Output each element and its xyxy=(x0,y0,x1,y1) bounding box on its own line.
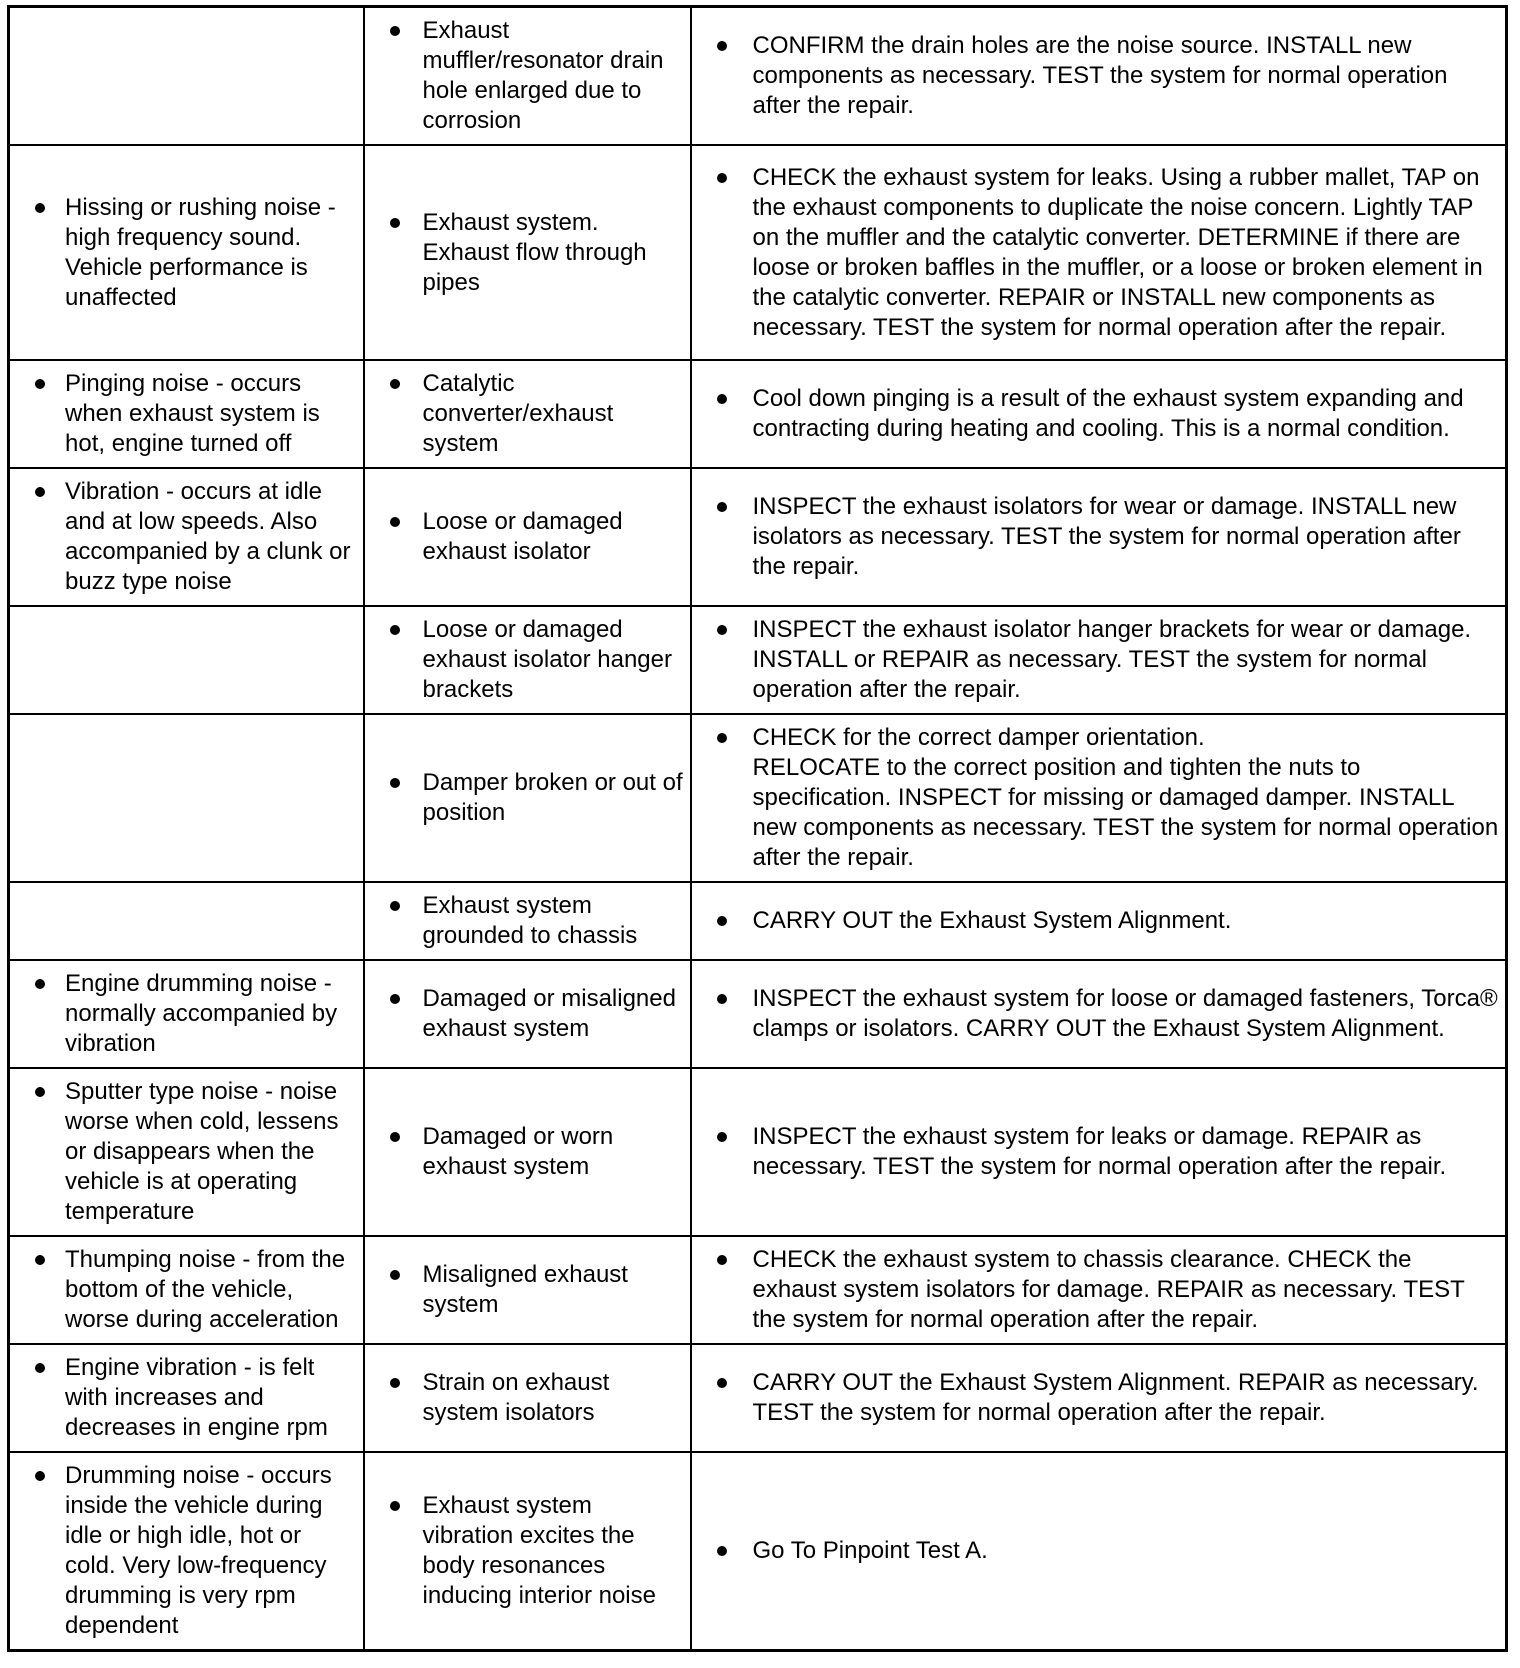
bullet-item xyxy=(692,31,1500,121)
source-cell xyxy=(364,1344,691,1452)
source-cell xyxy=(364,606,691,714)
symptom-cell xyxy=(9,1068,364,1236)
bullet-icon xyxy=(390,1501,400,1511)
bullet-icon xyxy=(35,1087,45,1097)
bullet-item xyxy=(692,1368,1500,1428)
bullet-item xyxy=(365,1368,684,1428)
bullet-item xyxy=(365,1491,684,1611)
table-row xyxy=(9,606,1507,714)
action-text: CHECK for the correct damper orientation. RELOCATE to the correct position and tighten the nuts to specification. INSPECT for missing or damaged damper. INSTALL new components as necessary. TEST the system for normal operation after the repair. xyxy=(752,724,1499,871)
source-text: Damper broken or out of position xyxy=(422,769,683,826)
table-row xyxy=(9,714,1507,882)
bullet-icon xyxy=(35,203,45,213)
bullet-icon xyxy=(717,733,727,743)
bullet-item xyxy=(692,1122,1500,1182)
bullet-item xyxy=(365,1122,684,1182)
source-cell xyxy=(364,1068,691,1236)
bullet-item xyxy=(692,723,1500,873)
bullet-icon xyxy=(390,994,400,1004)
symptom-cell xyxy=(9,606,364,714)
bullet-icon xyxy=(390,778,400,788)
bullet-item xyxy=(10,1245,357,1335)
table-row xyxy=(9,468,1507,606)
table-row xyxy=(9,7,1507,146)
action-cell xyxy=(691,882,1507,960)
symptom-cell xyxy=(9,468,364,606)
action-text: CARRY OUT the Exhaust System Alignment. REPAIR as necessary. TEST the system for normal operation after the repair. xyxy=(752,1369,1479,1426)
source-cell xyxy=(364,882,691,960)
bullet-icon xyxy=(390,218,400,228)
source-cell xyxy=(364,468,691,606)
action-cell xyxy=(691,714,1507,882)
bullet-item xyxy=(692,906,1500,936)
bullet-icon xyxy=(390,517,400,527)
bullet-icon xyxy=(717,502,727,512)
source-text: Loose or damaged exhaust isolator xyxy=(422,508,623,565)
bullet-item xyxy=(365,984,684,1044)
bullet-icon xyxy=(717,173,727,183)
bullet-icon xyxy=(717,41,727,51)
action-cell xyxy=(691,360,1507,468)
bullet-icon xyxy=(390,1132,400,1142)
bullet-item xyxy=(365,768,684,828)
action-text: CHECK the exhaust system to chassis clearance. CHECK the exhaust system isolators for damage. REPAIR as necessary. TEST the system for normal operation after the repair. xyxy=(752,1246,1465,1333)
bullet-item xyxy=(365,507,684,567)
bullet-icon xyxy=(390,1270,400,1280)
bullet-icon xyxy=(35,1255,45,1265)
action-text: INSPECT the exhaust system for leaks or damage. REPAIR as necessary. TEST the system for normal operation after the repair. xyxy=(752,1123,1447,1180)
symptom-cell xyxy=(9,714,364,882)
action-text: CONFIRM the drain holes are the noise source. INSTALL new components as necessary. TEST the system for normal operation after the repair. xyxy=(752,32,1448,119)
action-text: Go To Pinpoint Test A. xyxy=(752,1537,988,1564)
action-text: CHECK the exhaust system for leaks. Using a rubber mallet, TAP on the exhaust components to duplicate the noise concern. Lightly TAP on the muffler and the catalytic converter. DETERMINE if there are loose or broken baffles in the muffler, or a loose or broken element in the catalytic converter. REPAIR or INSTALL new components as necessary. TEST the system for normal operation after the repair. xyxy=(752,163,1483,341)
bullet-icon xyxy=(717,916,727,926)
action-cell xyxy=(691,1452,1507,1651)
bullet-icon xyxy=(717,994,727,1004)
table-body xyxy=(9,7,1507,1651)
bullet-icon xyxy=(390,901,400,911)
symptom-text: Hissing or rushing noise - high frequency sound. Vehicle performance is unaffected xyxy=(65,193,336,311)
action-cell xyxy=(691,960,1507,1068)
table-row xyxy=(9,1068,1507,1236)
bullet-icon xyxy=(717,1255,727,1265)
symptom-cell xyxy=(9,1344,364,1452)
table-row xyxy=(9,1452,1507,1651)
symptom-text: Drumming noise - occurs inside the vehicle during idle or high idle, hot or cold. Very low-frequency drumming is very rpm dependent xyxy=(65,1462,332,1639)
bullet-item xyxy=(10,1077,357,1227)
source-cell xyxy=(364,7,691,146)
symptom-cell xyxy=(9,7,364,146)
action-cell xyxy=(691,7,1507,146)
bullet-icon xyxy=(390,379,400,389)
bullet-icon xyxy=(390,1378,400,1388)
source-cell xyxy=(364,145,691,360)
bullet-item xyxy=(365,1260,684,1320)
source-text: Exhaust muffler/resonator drain hole enlarged due to corrosion xyxy=(422,17,664,134)
action-cell xyxy=(691,145,1507,360)
bullet-item xyxy=(692,1536,1500,1566)
bullet-icon xyxy=(717,1378,727,1388)
action-cell xyxy=(691,1236,1507,1344)
action-text: CARRY OUT the Exhaust System Alignment. xyxy=(752,907,1232,934)
bullet-item xyxy=(692,615,1500,705)
symptom-text: Engine vibration - is felt with increases and decreases in engine rpm xyxy=(65,1354,328,1441)
bullet-item xyxy=(692,163,1500,343)
action-cell xyxy=(691,1344,1507,1452)
symptom-chart-table xyxy=(7,5,1508,1652)
bullet-item xyxy=(10,477,357,597)
bullet-icon xyxy=(717,1132,727,1142)
table-row xyxy=(9,1236,1507,1344)
source-cell xyxy=(364,714,691,882)
action-cell xyxy=(691,468,1507,606)
bullet-item xyxy=(10,369,357,459)
symptom-text: Engine drumming noise - normally accompanied by vibration xyxy=(65,970,338,1057)
bullet-icon xyxy=(35,379,45,389)
symptom-cell xyxy=(9,145,364,360)
bullet-item xyxy=(365,16,684,136)
symptom-cell xyxy=(9,960,364,1068)
bullet-icon xyxy=(35,487,45,497)
action-cell xyxy=(691,1068,1507,1236)
symptom-text: Pinging noise - occurs when exhaust system is hot, engine turned off xyxy=(65,370,320,457)
bullet-icon xyxy=(390,625,400,635)
bullet-item xyxy=(365,208,684,298)
bullet-icon xyxy=(717,1546,727,1556)
table-row xyxy=(9,360,1507,468)
source-text: Loose or damaged exhaust isolator hanger brackets xyxy=(422,616,672,703)
source-cell xyxy=(364,360,691,468)
bullet-icon xyxy=(35,1363,45,1373)
source-text: Exhaust system grounded to chassis xyxy=(422,892,638,949)
bullet-item xyxy=(10,1353,357,1443)
bullet-icon xyxy=(35,979,45,989)
source-text: Exhaust system vibration excites the body resonances inducing interior noise xyxy=(422,1492,656,1609)
bullet-item xyxy=(10,1461,357,1641)
symptom-cell xyxy=(9,1452,364,1651)
table-row xyxy=(9,145,1507,360)
bullet-item xyxy=(10,193,357,313)
symptom-text: Thumping noise - from the bottom of the vehicle, worse during acceleration xyxy=(65,1246,346,1333)
symptom-text: Sputter type noise - noise worse when cold, lessens or disappears when the vehicle is at operating temperature xyxy=(65,1078,339,1225)
source-text: Exhaust system. Exhaust flow through pipes xyxy=(422,208,647,296)
source-text: Catalytic converter/exhaust system xyxy=(422,370,614,457)
bullet-item xyxy=(692,492,1500,582)
action-text: INSPECT the exhaust isolator hanger brackets for wear or damage. INSTALL or REPAIR as necessary. TEST the system for normal operation after the repair. xyxy=(752,616,1472,703)
source-text: Strain on exhaust system isolators xyxy=(422,1369,610,1426)
bullet-item xyxy=(365,615,684,705)
source-cell xyxy=(364,960,691,1068)
symptom-cell xyxy=(9,1236,364,1344)
table-row xyxy=(9,1344,1507,1452)
bullet-item xyxy=(365,891,684,951)
source-text: Misaligned exhaust system xyxy=(422,1261,628,1318)
bullet-icon xyxy=(390,26,400,36)
action-cell xyxy=(691,606,1507,714)
source-text: Damaged or worn exhaust system xyxy=(422,1123,614,1180)
table-row xyxy=(9,960,1507,1068)
symptom-cell xyxy=(9,360,364,468)
bullet-item xyxy=(365,369,684,459)
source-text: Damaged or misaligned exhaust system xyxy=(422,985,676,1042)
bullet-icon xyxy=(717,394,727,404)
action-text: INSPECT the exhaust isolators for wear or damage. INSTALL new isolators as necessary. TEST the system for normal operation after the repair. xyxy=(752,493,1461,580)
bullet-icon xyxy=(35,1471,45,1481)
source-cell xyxy=(364,1236,691,1344)
bullet-item xyxy=(692,1245,1500,1335)
source-cell xyxy=(364,1452,691,1651)
table-row xyxy=(9,882,1507,960)
action-text: Cool down pinging is a result of the exhaust system expanding and contracting during heating and cooling. This is a normal condition. xyxy=(752,385,1464,442)
bullet-item xyxy=(692,984,1500,1044)
symptom-cell xyxy=(9,882,364,960)
bullet-item xyxy=(692,384,1500,444)
bullet-item xyxy=(10,969,357,1059)
symptom-text: Vibration - occurs at idle and at low speeds. Also accompanied by a clunk or buzz type noise xyxy=(65,478,351,595)
bullet-icon xyxy=(717,625,727,635)
action-text: INSPECT the exhaust system for loose or damaged fasteners, Torca® clamps or isolators. CARRY OUT the Exhaust System Alignment. xyxy=(752,985,1498,1042)
